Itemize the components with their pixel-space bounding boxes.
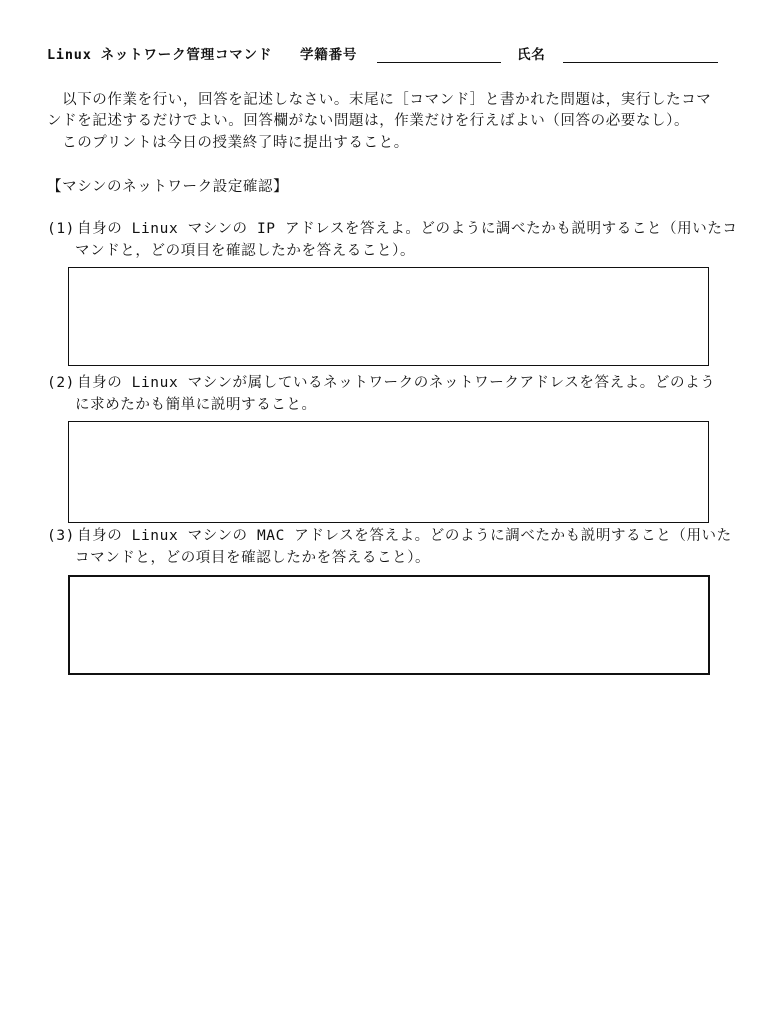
question-text-line: コマンドと，どの項目を確認したかを答えること）。 — [75, 550, 431, 566]
name-blank-line — [563, 62, 718, 63]
student-id-blank-line — [377, 62, 501, 63]
student-id-label: 学籍番号 — [300, 47, 358, 63]
instructions-line: このプリントは今日の授業終了時に提出すること。 — [47, 135, 409, 151]
name-label: 氏名 — [517, 47, 546, 63]
answer-box-1 — [68, 267, 709, 366]
question-text-line: 自身の Linux マシンの IP アドレスを答えよ。どのように調べたかも説明すること（用いたコ — [77, 221, 738, 237]
question-number: (3) — [47, 528, 75, 544]
question-text-line: 自身の Linux マシンが属しているネットワークのネットワークアドレスを答えよ。どのよう — [77, 375, 716, 391]
section-heading: 【マシンのネットワーク設定確認】 — [47, 179, 289, 195]
question-text-line: 自身の Linux マシンの MAC アドレスを答えよ。どのように調べたかも説明すること（用いた — [77, 528, 732, 544]
answer-box-3 — [68, 575, 710, 675]
instructions-line: ンドを記述するだけでよい。回答欄がない問題は，作業だけを行えばよい（回答の必要なし）。 — [47, 113, 690, 129]
instructions-line: 以下の作業を行い，回答を記述しなさい。末尾に［コマンド］と書かれた問題は，実行したコマ — [47, 92, 712, 108]
worksheet-title: Linux ネットワーク管理コマンド — [47, 47, 273, 63]
question-text-line: マンドと，どの項目を確認したかを答えること）。 — [75, 243, 416, 259]
answer-box-2 — [68, 421, 709, 523]
question-number: (1) — [47, 221, 75, 237]
question-number: (2) — [47, 375, 75, 391]
question-text-line: に求めたかも簡単に説明すること。 — [75, 397, 317, 413]
